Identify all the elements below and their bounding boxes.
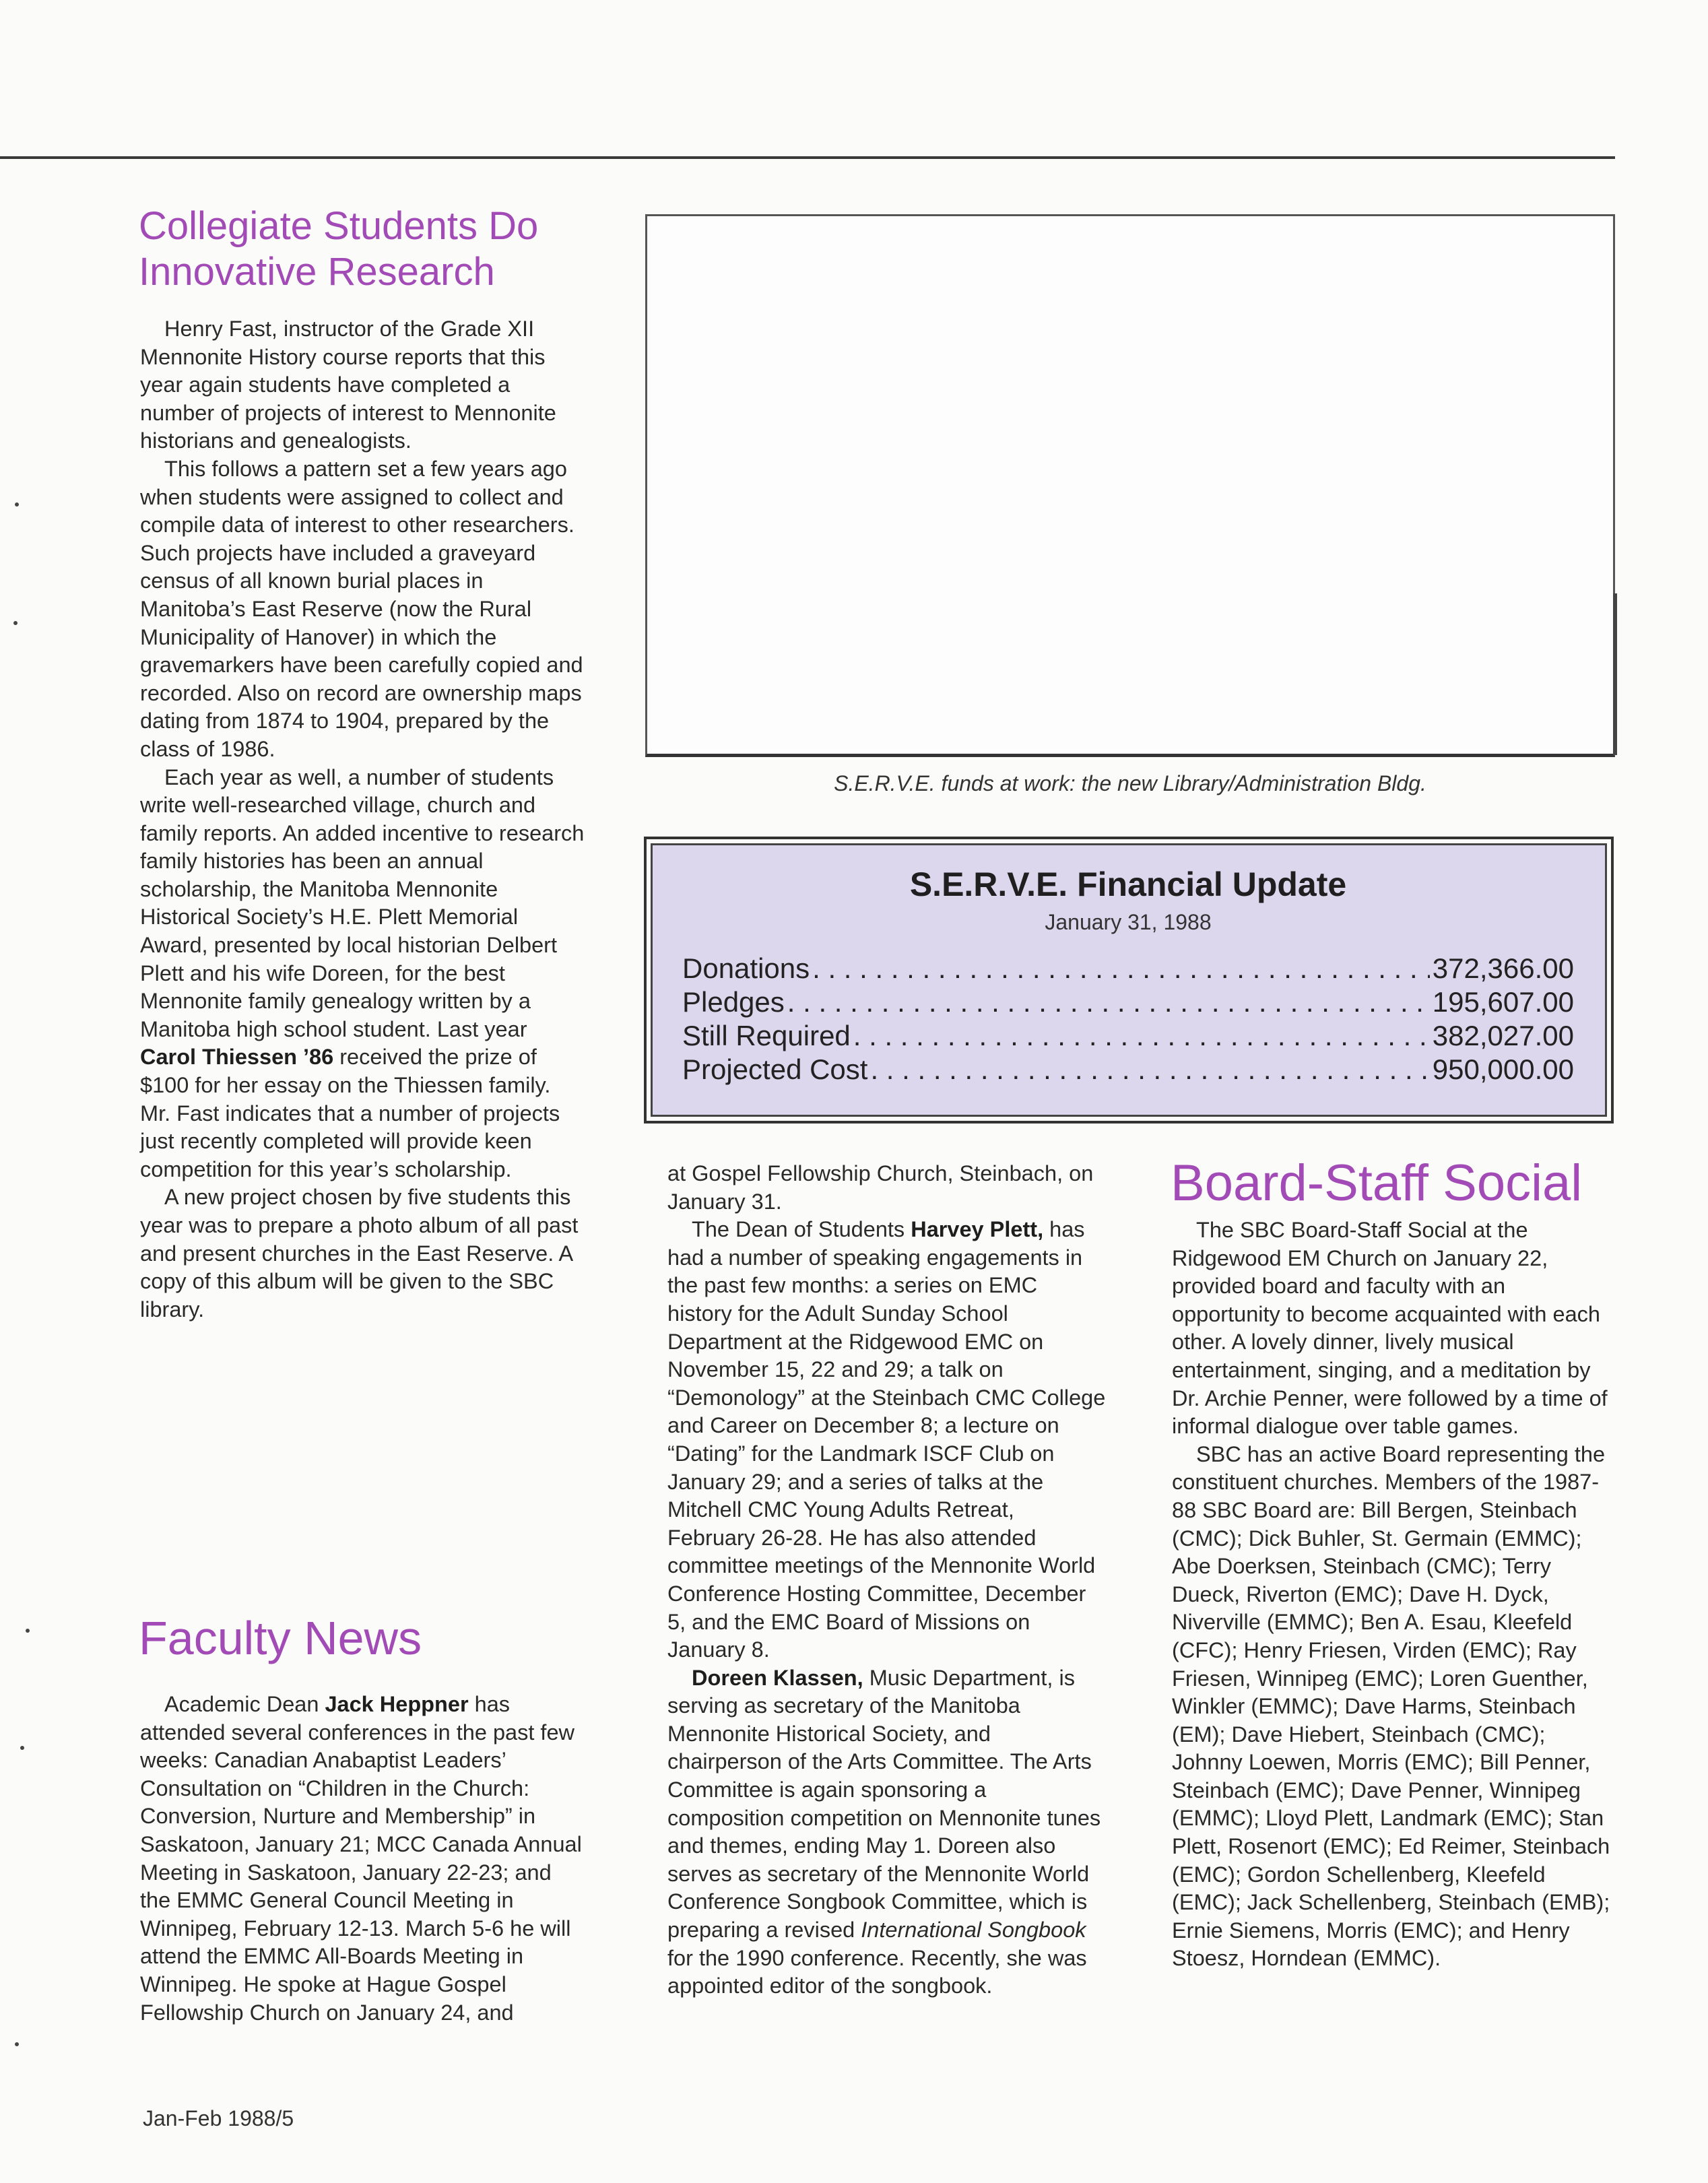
- top-rule: [0, 156, 1615, 159]
- collegiate-article: [140, 315, 585, 1324]
- financial-row-donations: Donations . . . 372,366.00: [682, 952, 1574, 985]
- collegiate-paragraph-3: Each year as well, a number of students write well-researched village, church and family reports. An added incentive to research family histories has been an annual scholarship, the Manitoba Mennonite Historical Society’s H.E. Plett Memorial Award, presented by local historian Delbert Plett and his wife Doreen, for the best Mennonite family genealogy written by a Manitoba high school student. Last year Carol Thiessen ’86 received the prize of $100 for her essay on the Thiessen family. Mr. Fast indicates that a number of projects just recently completed will provide keen competition for this year’s scholarship.: [140, 764, 585, 1181]
- financial-title: S.E.R.V.E. Financial Update: [909, 866, 1347, 903]
- financial-update-box: [644, 837, 1614, 1123]
- student-name: Carol Thiessen ’86: [140, 1045, 334, 1070]
- collegiate-paragraph-1: Henry Fast, instructor of the Grade XII Mennonite History course reports that this year again students have completed a number of projects of interest to Mennonite historians and genealogists.: [140, 317, 556, 453]
- building-photo: [645, 214, 1615, 757]
- photo-caption: S.E.R.V.E. funds at work: the new Library/Administration Bldg.: [834, 771, 1426, 795]
- financial-row-projected-cost: Projected Cost . . . 950,000.00: [682, 1053, 1574, 1086]
- faculty-paragraph-3: Doreen Klassen, Music Department, is serving as secretary of the Manitoba Mennonite Historical Society, and chairperson of the Arts Committee. The Arts Committee is again sponsoring a composition competition on Mennonite tunes and themes, ending May 1. Doreen also serves as secretary of the Mennonite World Conference Songbook Committee, which is preparing a revised International Songbook for the 1990 conference. Recently, she was appointed editor of the songbook.: [667, 1665, 1101, 1998]
- faculty-paragraph-1: Academic Dean Jack Heppner has attended several conferences in the past few weeks: Canadian Anabaptist Leaders’ Consultation on “Children in the Church: Conversion, Nurture and Membership” in Saskatoon, January 21; MCC Canada Annual Meeting in Saskatoon, January 22-23; and the EMMC General Council Meeting in Winnipeg, February 12-13. March 5-6 he will attend the EMMC All-Boards Meeting in Winnipeg. He spoke at Hague Gospel Fellowship Church on January 24, and: [140, 1692, 582, 2025]
- collegiate-headline: Collegiate Students Do Innovative Research: [139, 204, 539, 294]
- scan-speck: [13, 621, 18, 625]
- faculty-headline: Faculty News: [139, 1612, 422, 1664]
- board-headline: Board-Staff Social: [1171, 1154, 1583, 1212]
- page-footer: Jan-Feb 1988/5: [143, 2106, 294, 2130]
- collegiate-paragraph-4: A new project chosen by five students this year was to prepare a photo album of all past and present churches in the East Reserve. A copy of this album will be given to the SBC library.: [140, 1185, 579, 1322]
- board-paragraph-2: SBC has an active Board representing the constituent churches. Members of the 1987-88 SBC Board are: Bill Bergen, Steinbach (CMC); Dick Buhler, St. Germain (EMMC); Abe Doerksen, Steinbach (CMC); Terry Dueck, Riverton (EMC); Dave H. Dyck, Niverville (EMMC); Ben A. Esau, Kleefeld (CFC); Henry Friesen, Virden (EMC); Ray Friesen, Winnipeg (EMC); Loren Guenther, Winkler (EMMC); Dave Harms, Steinbach (EM); Dave Hiebert, Steinbach (CMC); Johnny Loewen, Morris (EMC); Bill Penner, Steinbach (EMC); Dave Penner, Winnipeg (EMMC); Lloyd Plett, Landmark (EMC); Stan Plett, Rosenort (EMC); Ed Reimer, Steinbach (EMC); Gordon Schellenberg, Kleefeld (EMC); Jack Schellenberg, Steinbach (EMB); Ernie Siemens, Morris (EMC); and Henry Stoesz, Horndean (EMMC).: [1172, 1441, 1610, 1971]
- music-staff-name: Doreen Klassen,: [692, 1665, 863, 1690]
- faculty-article: [140, 1691, 585, 2027]
- songbook-title: International Songbook: [861, 1918, 1086, 1943]
- scan-speck: [20, 1746, 24, 1750]
- faculty-paragraph-2: The Dean of Students Harvey Plett, has had a number of speaking engagements in the past few months: a series on EMC history for the Adult Sunday School Department at the Ridgewood EMC on November 15, 22 and 29; a talk on “Demonology” at the Steinbach CMC College and Career on December 8; a lecture on “Dating” for the Landmark ISCF Club on January 29; and a series of talks at the Mitchell CMC Young Adults Retreat, February 26-28. He has also attended committee meetings of the Mennonite World Conference Hosting Committee, December 5, and the EMC Board of Missions on January 8.: [667, 1217, 1106, 1662]
- dean-name: Jack Heppner: [325, 1692, 469, 1716]
- scan-speck: [26, 1629, 30, 1633]
- faculty-continuation: at Gospel Fellowship Church, Steinbach, on January 31.: [667, 1161, 1094, 1214]
- scan-speck: [15, 2042, 19, 2046]
- financial-row-pledges: Pledges . . . 195,607.00: [682, 985, 1574, 1019]
- scan-speck: [15, 502, 19, 507]
- financial-row-still-required: Still Required . . . 382,027.00: [682, 1019, 1574, 1053]
- collegiate-paragraph-2: This follows a pattern set a few years ago when students were assigned to collect and compile data of interest to other researchers. Such projects have included a graveyard census of all known burial places in Manitoba’s East Reserve (now the Rural Municipality of Hanover) in which the gravemarkers have been carefully copied and recorded. Also on record are ownership maps dating from 1874 to 1904, prepared by the class of 1986.: [140, 456, 583, 761]
- board-paragraph-1: The SBC Board-Staff Social at the Ridgewood EM Church on January 22, provided board and faculty with an opportunity to become acquainted with each other. A lovely dinner, lively musical entertainment, singing, and a meditation by Dr. Archie Penner, were followed by a time of informal dialogue over table games.: [1172, 1218, 1608, 1439]
- faculty-article-continued: [667, 1160, 1107, 2000]
- board-article: [1172, 1216, 1616, 1973]
- dean-students-name: Harvey Plett,: [911, 1217, 1044, 1242]
- financial-date: January 31, 1988: [1045, 910, 1212, 934]
